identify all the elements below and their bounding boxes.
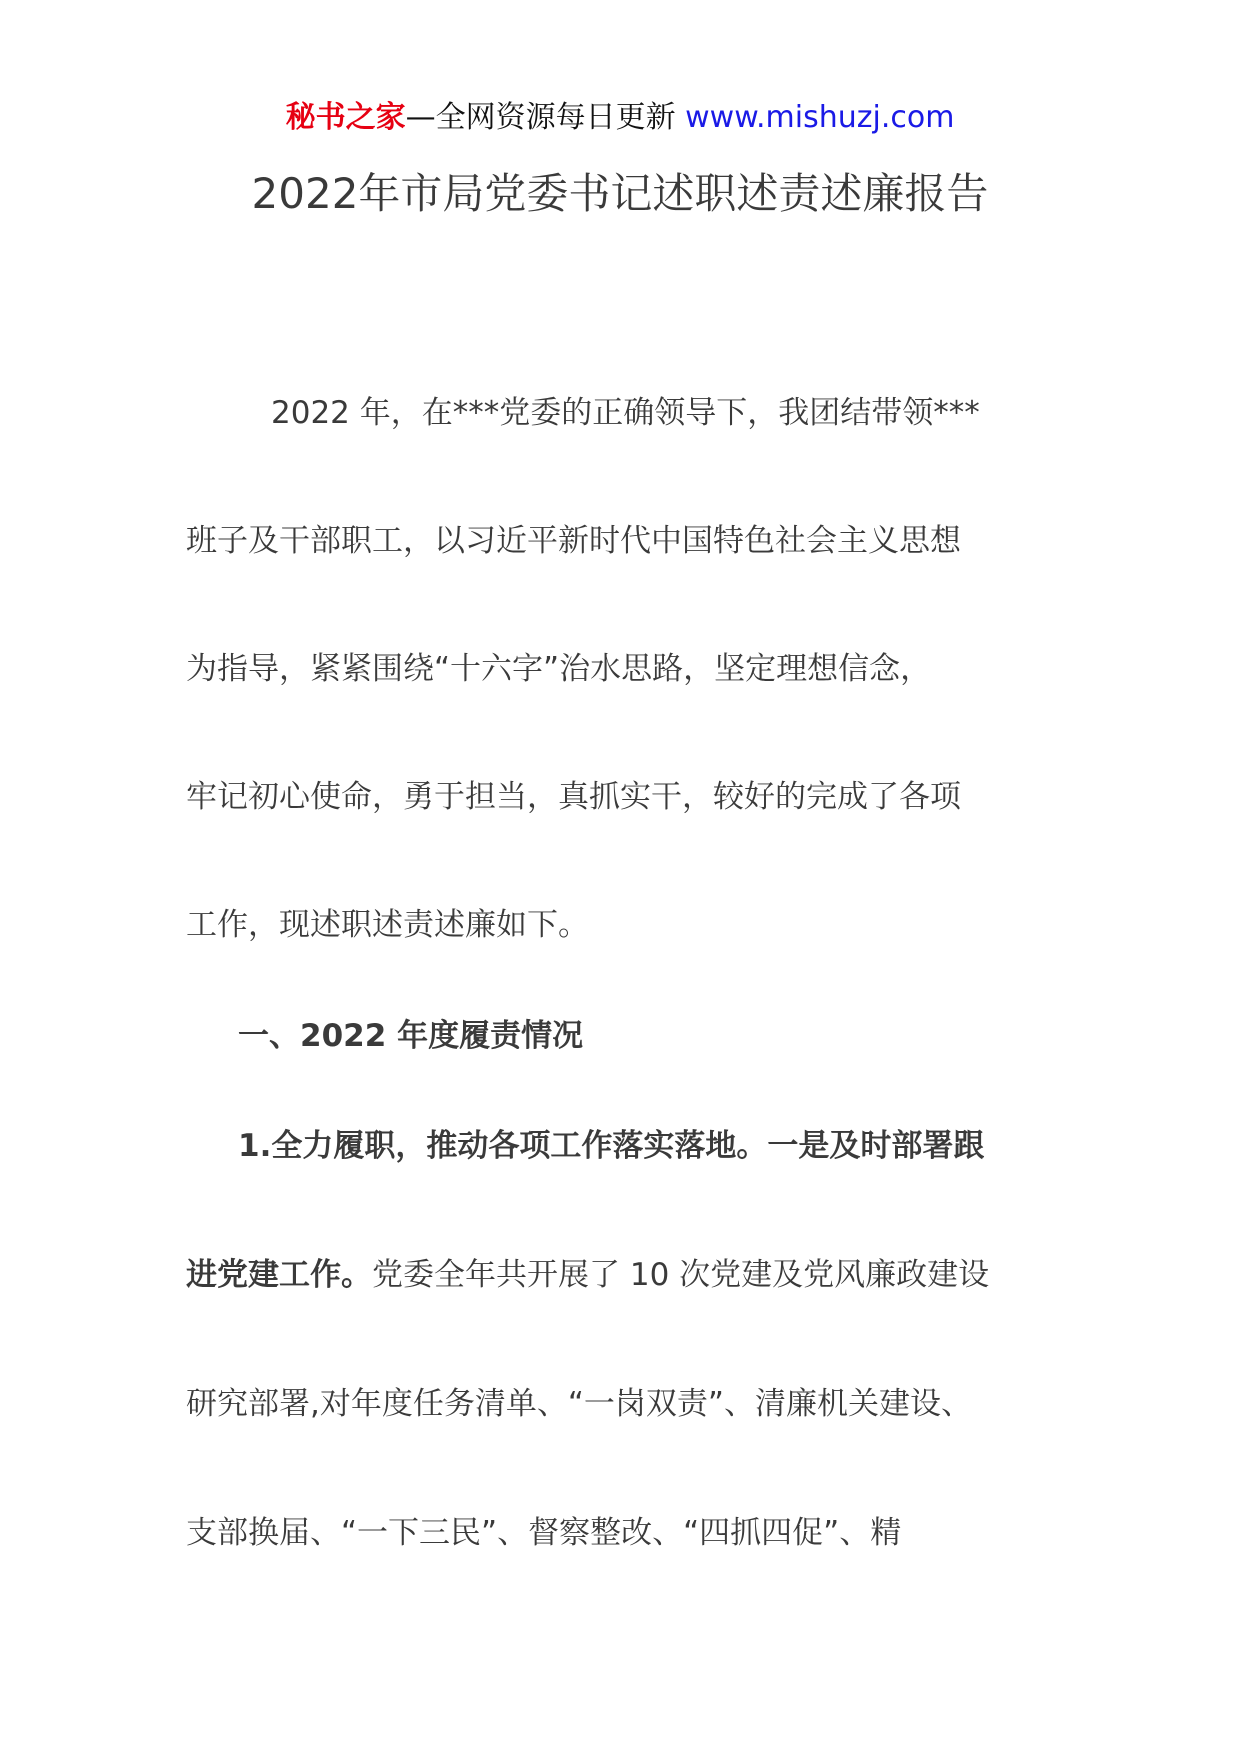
- paragraph-line: 2022 年，在***党委的正确领导下，我团结带领***: [271, 395, 980, 431]
- regular-text: 党委全年共开展了 10 次党建及党风廉政建设: [372, 1257, 990, 1293]
- site-url-link[interactable]: www.mishuzj.com: [685, 100, 955, 135]
- bold-lead-text: 进党建工作。: [186, 1257, 372, 1293]
- paragraph-line: 研究部署,对年度任务清单、“一岗双责”、清廉机关建设、: [186, 1386, 972, 1422]
- brand-name: 秘书之家: [285, 100, 406, 135]
- paragraph-line: 工作，现述职述责述廉如下。: [186, 907, 589, 943]
- paragraph-line: 为指导，紧紧围绕“十六字”治水思路，坚定理想信念，: [186, 651, 932, 687]
- section-heading: 一、2022 年度履责情况: [238, 1018, 584, 1054]
- paragraph-line-mixed: [186, 1255, 989, 1295]
- header-slogan: —全网资源每日更新: [405, 100, 676, 135]
- paragraph-line: 牢记初心使命，勇于担当，真抓实干，较好的完成了各项: [186, 779, 961, 815]
- paragraph-line: 班子及干部职工，以习近平新时代中国特色社会主义思想: [186, 523, 961, 559]
- document-title: 2022年市局党委书记述职述责述廉报告: [251, 169, 989, 218]
- site-header: [0, 98, 1240, 138]
- paragraph-line: 支部换届、“一下三民”、督察整改、“四抓四促”、精: [186, 1515, 902, 1551]
- paragraph-line-bold: 1.全力履职，推动各项工作落实落地。一是及时部署跟: [238, 1128, 985, 1164]
